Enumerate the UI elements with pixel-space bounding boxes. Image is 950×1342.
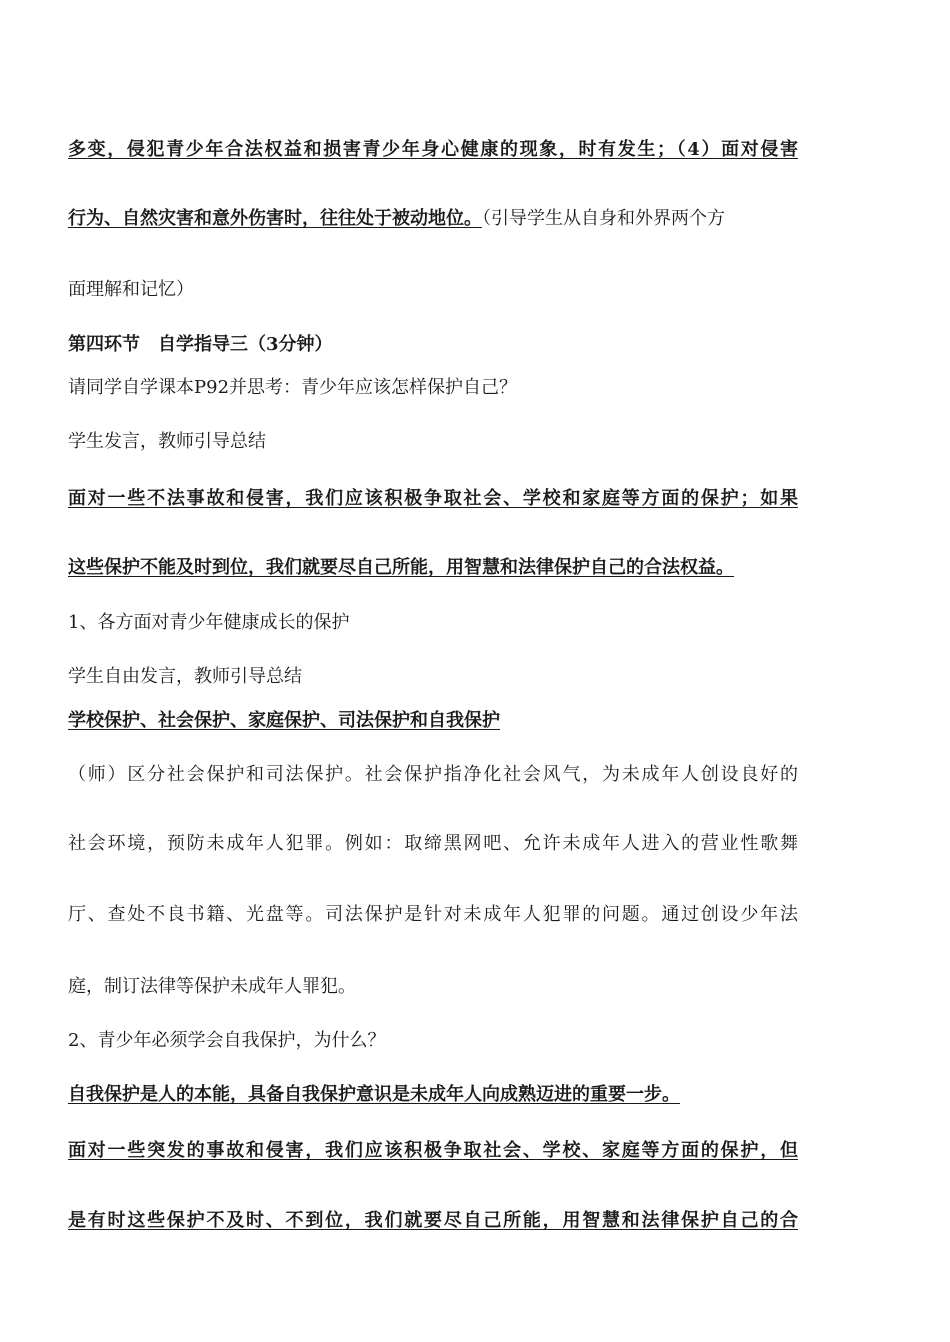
answer-line: 是有时这些保护不及时、不到位，我们就要尽自己所能，用智慧和法律保护自己的合 (68, 1210, 798, 1231)
answer-line-2 (68, 207, 798, 231)
section-heading: 第四环节 自学指导三（3分钟） (68, 334, 333, 355)
instruction-text: 学生自由发言，教师引导总结 (68, 666, 302, 687)
answer-line: 面对一些突发的事故和侵害，我们应该积极争取社会、学校、家庭等方面的保护，但 (68, 1140, 798, 1161)
answer-line-1: 多变，侵犯青少年合法权益和损害青少年身心健康的现象，时有发生；（4）面对侵害 (68, 139, 798, 160)
body-paragraph-line: 厅、查处不良书籍、光盘等。司法保护是针对未成年人犯罪的问题。通过创设少年法 (68, 904, 798, 925)
teacher-note: （引导学生从自身和外界两个方 (482, 208, 725, 229)
question-heading: 2、青少年必须学会自我保护，为什么？ (68, 1030, 386, 1051)
instruction-text: 请同学自学课本P92并思考：青少年应该怎样保护自己？ (68, 377, 518, 398)
answer-line: 这些保护不能及时到位，我们就要尽自己所能，用智慧和法律保护自己的合法权益。 (68, 557, 734, 578)
body-paragraph-line: 庭，制订法律等保护未成年人罪犯。 (68, 976, 356, 997)
answer-text-bold: 行为、自然灾害和意外伤害时，往往处于被动地位。 (68, 208, 482, 229)
answer-line: 自我保护是人的本能，具备自我保护意识是未成年人向成熟迈进的重要一步。 (68, 1084, 680, 1105)
body-paragraph-line: 社会环境，预防未成年人犯罪。例如：取缔黑网吧、允许未成年人进入的营业性歌舞 (68, 833, 798, 854)
answer-line: 学校保护、社会保护、家庭保护、司法保护和自我保护 (68, 710, 500, 731)
answer-line: 面对一些不法事故和侵害，我们应该积极争取社会、学校和家庭等方面的保护；如果 (68, 488, 798, 509)
body-paragraph-line: （师）区分社会保护和司法保护。社会保护指净化社会风气，为未成年人创设良好的 (68, 764, 798, 785)
instruction-text: 学生发言，教师引导总结 (68, 431, 266, 452)
question-heading: 1、各方面对青少年健康成长的保护 (68, 612, 350, 633)
teacher-note-continued: 面理解和记忆） (68, 279, 194, 300)
